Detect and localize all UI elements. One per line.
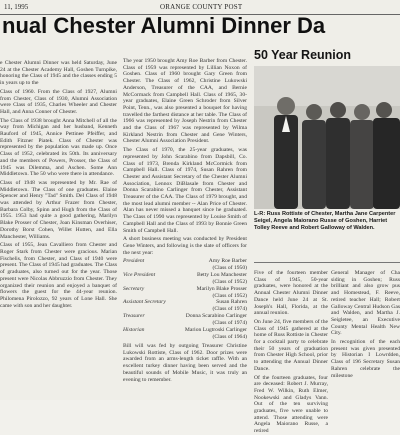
- caption-divider: [254, 262, 400, 263]
- paragraph: Class of 1948 was represented by Mr. Rae of Middletown. The Class of one graduates. Elaine Spencer and Henry "Tad" Smith. Del Class of 1948 was attended by Arthur Frazer from Chester, Barbara Colby, Spinn and Hugh from the Class of 1955. 1953 had quite a good gathering, Marilyn Blake Prosser of Chester, Joan Kinsman Overhiser, Dorothy Borst Cohen, Willet Hutten, and Ella Manchester, Williams.: [0, 179, 117, 240]
- officer-name: Donna Scarabino Carlinger: [185, 313, 247, 320]
- officer-row: [123, 306, 247, 313]
- photo-caption: L-R: Russ Rottiste of Chester, Martha Jane Carpenter Seigel, Angela Maiorano Russe of Goshen, Harriet Tolley Reeve and Robert Galloway of Walden.: [254, 211, 396, 231]
- officer-row: [123, 327, 247, 334]
- headline: nual Chester Alumni Dinner Da: [2, 13, 326, 38]
- paragraph: The Class of 1970, the 25-year graduates, was represented by John Scarabino from Dapsbill, Co. Class of 1973, Brenda Kirkland McCormick from Campbell Hall. Class of 1974, Susan Rahren from Chester and Assistant Secretary of the Chester Alumni Association, Lennox DiBlasale from Chester and Donna Scarabino Carlinger from Chester, Assistant Treasurer of the CAA. The Class of 1979 brought, and the most lead alumni member -- Alan Price of Chester. Alan has never missed a banquet since he graduated. The Class of 1990 was represented by Louise Smith of Campbell Hall and the Class of 1993 by Bonnie Green Smith of Campbell Hall.: [123, 147, 247, 234]
- paragraph: The year 1950 brought Amy Roe Barber from Chester. Class of 1959 was represented by Lillian Noxon of Goshen. Class of 1960 brought Gary Green from Chester. The Class of 1962, Christine Lukowski Anderson, Treasurer of the CAA, and Bernie McCormack from Campbell Hall. Class of 1965, 30-year graduates, Elaine Green Schroder from Silver Point, Tenn., was also presented a bouquet for having travelled the farthest distance at her table. The Class of 1966 was represented by Joseph Nestrin from Chester and the Class of 1967 was represented by Wilma Kirkland Nestrin from Chester and Gene Winters, Chester Alumni Association President.: [123, 58, 247, 145]
- officer-role: Historian: [123, 327, 145, 334]
- officer-name: (Class of 1950): [212, 264, 247, 271]
- reunion-photo: [254, 66, 400, 209]
- paragraph: Class of 1955, Jean Cavalliero from Chester and Roger Stark from Chester were gracious. Marian Fischelis, from Chester, and Class of 1940 were present. The Class of 1945 had graduates. The Class of graduates, also turned out for the year. Those present were Nicolas Abbruzzio from Chester. They organized their reunion and enjoyed a banquet of flowers the guest for the 44-year reunion. Philomena Pirolozzo, 92 years of Lone Hall. She came with son and her daughter.: [0, 242, 117, 309]
- newspaper-name: ORANGE COUNTY POST: [160, 3, 243, 11]
- officer-name: Marion Lugtroski Carlinger: [184, 327, 247, 334]
- officer-row: [123, 293, 247, 300]
- officer-name: (Class of 1974): [212, 306, 247, 313]
- paragraph: In recognition of the each present was given presented by Historian I Lowrdden, Class of 196 Secretary Susan Rahren celebrate the milestone: [331, 339, 400, 379]
- officer-row: [123, 286, 247, 293]
- officer-row: [123, 265, 247, 272]
- article-column-3: [254, 270, 328, 435]
- paragraph: Of the fourteen graduates, four are deceased: Robert J. Murray, Fred W. Wilkin, Ruth Elmer, Nookewski and Gladys Vann. Out of the ten surviving graduates, five were unable to attend. Those attending were Angela Maiorano Russe, a retired: [254, 374, 328, 435]
- officer-name: Susan Rahren: [216, 299, 247, 306]
- officer-name: Amy Roe Barber: [208, 258, 247, 264]
- paragraph: A short business meeting was conducted by President Gene Winters, and following is the slate of officers for the next year:: [123, 236, 247, 256]
- officer-row: [123, 279, 247, 286]
- officer-role: Assistant Secretary: [123, 299, 166, 306]
- officer-role: Treasurer: [123, 313, 145, 320]
- officer-name: (Class of 1952): [212, 292, 247, 299]
- group-portrait: [254, 66, 400, 209]
- subheadline: 50 Year Reunion: [254, 48, 352, 62]
- issue-date: 11, 1995: [4, 3, 29, 11]
- officer-name: Betty Lou Manchester: [196, 271, 247, 278]
- officer-row: [123, 320, 247, 327]
- officer-row: [123, 272, 247, 279]
- officer-row: [123, 258, 247, 265]
- officer-name: (Class of 1964): [212, 333, 247, 340]
- officer-role: Vice President: [123, 271, 156, 278]
- paragraph: Bill will was fed by outgoing Treasurer Christine Lukowski Rottiste, Class of 1962. Door prizes were awarded from an arms-length ticket raffle. With an excellent turkey dinner having been served and the beautiful sounds of Mobile Music, it was truly an evening to remember.: [123, 343, 247, 383]
- officer-name: Marilyn Blake Prosser: [196, 285, 247, 292]
- paragraph: General Manager of Cha siding in Goshen; Russ brilliant and also grow pus and Homestead, F. Reeve, retired teacher Hall; Robert Galloway Central Hudson Gas and Walden, and Martha J. Seigletee, an Executive County Mental Health New City.: [331, 270, 400, 337]
- officer-row: [123, 334, 247, 341]
- paragraph: Class of 1960. From the Class of 1927, Alumni from Chester, Class of 1930, Alumni Association were Class of 1935, Charles Wheeler and Chester Hall, and Anna Conner of Chester.: [0, 88, 117, 115]
- article-column-1: [0, 60, 117, 400]
- article-column-2: [123, 58, 247, 256]
- paragraph: e Chester Alumni Dinner was held Saturday, June 24 at the Chester Academy Hall, Goshen Turnpike, honoring the Class of 1945 and the classes ending 5 in years up to the: [0, 60, 117, 87]
- article-column-4: [331, 270, 400, 400]
- officer-name: (Class of 1974): [212, 320, 247, 327]
- paragraph: On June 24, five members of the Class of 1945 gathered at the home of Russ Rottiste in Chester for a cocktail party to celebrate their 50 years of graduation from Chester High School, prior to attending the Annual Dinner Dance.: [254, 318, 328, 372]
- paragraph: Five of the fourteen member Class of 1945, 50-year graduates, were honored at the Annual Chester Alumni Dinner Dance held June 24 at St. Joseph's Hall, Florida, at the annual reunion.: [254, 270, 328, 317]
- officer-role: President: [123, 258, 145, 264]
- paragraph: The Class of 1938 brought Anna Mitchell of all the way from Michigan and her husband, Kenneth Rauford of 1945, Annice Pettinee Pfeiffer, and Edith Fitzner Piatek. Class of Chester was represented by the population was made up. Once Class of 1952, celebrated its 50th. Its anniversary and the members of Powers, Prosser, the Class of 1945 was Dilemma, and Aschen. Some Ann Middletown. The 50 who were there in attendance.: [0, 117, 117, 178]
- officers-list: [123, 258, 247, 342]
- officer-name: (Class of 1952): [212, 278, 247, 285]
- officer-role: Secretary: [123, 285, 145, 292]
- article-column-2-end: [123, 343, 247, 400]
